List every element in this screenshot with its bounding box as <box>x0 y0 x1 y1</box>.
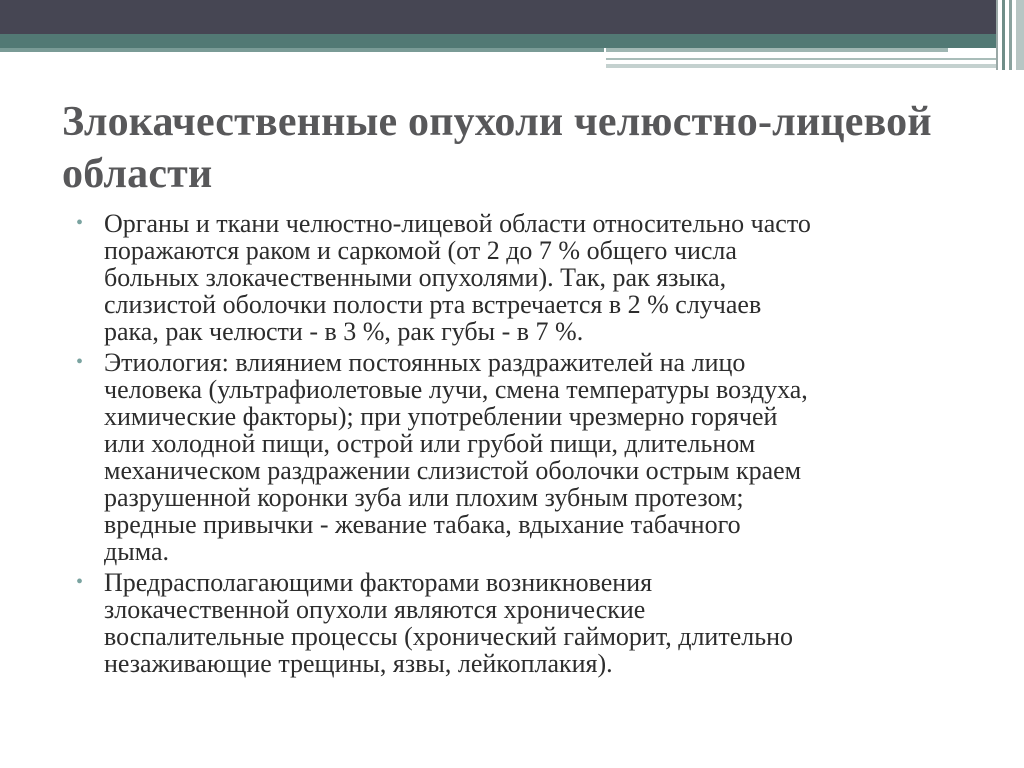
bullet-line: Органы и ткани челюстно-лицевой области относительно часто <box>104 209 811 238</box>
bullet-list <box>74 210 994 681</box>
bullet-icon: • <box>76 351 84 373</box>
bullet-item <box>74 210 994 345</box>
bullet-line: поражаются раком и саркомой (от 2 до 7 % общего числа <box>104 236 737 265</box>
bullet-line: злокачественной опухоли являются хронические <box>104 595 646 624</box>
bullet-line: незаживающие трещины, язвы, лейкоплакия). <box>104 649 613 678</box>
bullet-icon: • <box>76 571 84 593</box>
bullet-line: вредные привычки - жевание табака, вдыхание табачного <box>104 510 741 539</box>
bullet-line: или холодной пищи, острой или грубой пищи, длительном <box>104 429 756 458</box>
accent-stripe-lower <box>0 48 604 52</box>
bullet-line: человека (ультрафиолетовые лучи, смена температуры воздуха, <box>104 375 808 404</box>
bullet-line: механическом раздражении слизистой оболочки острым краем <box>104 456 802 485</box>
bullet-line: слизистой оболочки полости рта встречается в 2 % случаев <box>104 290 762 319</box>
bullet-line: больных злокачественными опухолями). Так, рак языка, <box>104 263 727 292</box>
decor-line <box>606 48 948 52</box>
header-band <box>0 0 1024 34</box>
decor-edge <box>996 0 1024 70</box>
bullet-line: разрушенной коронки зуба или плохим зубным протезом; <box>104 483 744 512</box>
bullet-item <box>74 349 994 565</box>
decor-line <box>606 58 998 60</box>
bullet-icon: • <box>76 212 84 234</box>
bullet-line: Предрасполагающими факторами возникновения <box>104 568 653 597</box>
bullet-line: химические факторы); при употреблении чрезмерно горячей <box>104 402 778 431</box>
decor-line <box>606 64 998 68</box>
accent-stripe <box>0 34 1000 48</box>
bullet-line: воспалительные процессы (хронический гайморит, длительно <box>104 622 793 651</box>
bullet-item <box>74 569 994 677</box>
bullet-line: Этиология: влиянием постоянных раздражителей на лицо <box>104 348 746 377</box>
bullet-line: рака, рак челюсти - в 3 %, рак губы - в 7 %. <box>104 317 584 346</box>
bullet-line: дыма. <box>104 537 170 566</box>
slide-title: Злокачественные опухоли челюстно-лицевой области <box>62 99 932 197</box>
